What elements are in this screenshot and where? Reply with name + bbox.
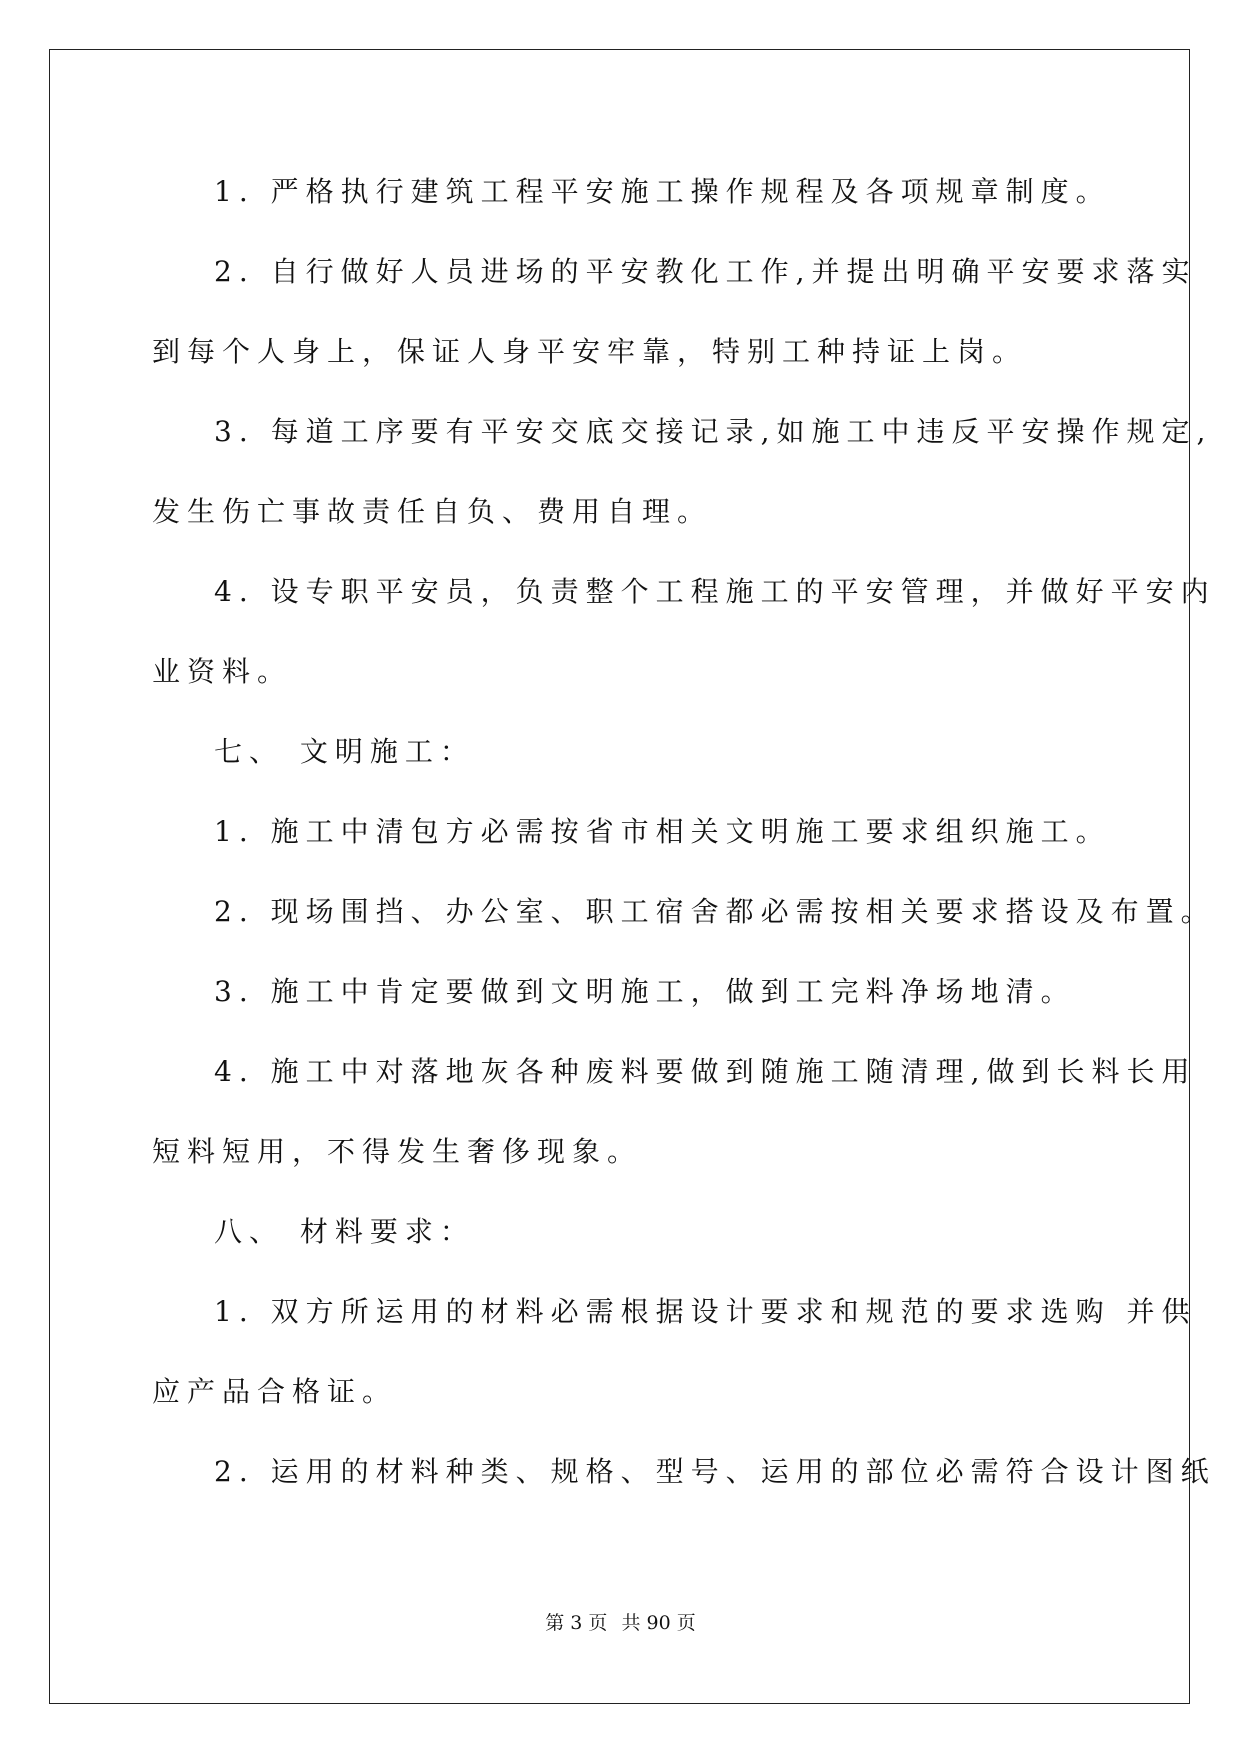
paragraph-line: 2. 自行做好人员进场的平安教化工作,并提出明确平安要求落实 (214, 255, 1197, 288)
section-heading: 七、 文明施工： (214, 735, 475, 768)
paragraph-line: 2. 运用的材料种类、规格、型号、运用的部位必需符合设计图纸 (214, 1455, 1216, 1488)
section-heading: 八、 材料要求： (214, 1215, 475, 1248)
paragraph-line: 4. 设专职平安员，负责整个工程施工的平安管理，并做好平安内 (214, 575, 1216, 608)
paragraph-line: 3. 每道工序要有平安交底交接记录,如施工中违反平安操作规定, (214, 415, 1213, 448)
page-footer (0, 1611, 1241, 1635)
paragraph-line: 应产品合格证。 (152, 1375, 398, 1408)
paragraph-line: 发生伤亡事故责任自负、费用自理。 (152, 495, 713, 528)
page-total: 共 90 页 (621, 1612, 696, 1634)
paragraph-line: 业资料。 (152, 655, 293, 688)
page-number: 第 3 页 (545, 1612, 608, 1634)
paragraph-line: 1. 严格执行建筑工程平安施工操作规程及各项规章制度。 (214, 175, 1111, 208)
paragraph-line: 3. 施工中肯定要做到文明施工，做到工完料净场地清。 (214, 975, 1076, 1008)
paragraph-line: 1. 施工中清包方必需按省市相关文明施工要求组织施工。 (214, 815, 1111, 848)
paragraph-line: 到每个人身上，保证人身平安牢靠，特别工种持证上岗。 (152, 335, 1028, 368)
paragraph-line: 4. 施工中对落地灰各种废料要做到随施工随清理,做到长料长用 (214, 1055, 1197, 1088)
paragraph-line: 1. 双方所运用的材料必需根据设计要求和规范的要求选购 并供 (214, 1295, 1197, 1328)
paragraph-line: 2. 现场围挡、办公室、职工宿舍都必需按相关要求搭设及布置。 (214, 895, 1216, 928)
paragraph-line: 短料短用，不得发生奢侈现象。 (152, 1135, 643, 1168)
